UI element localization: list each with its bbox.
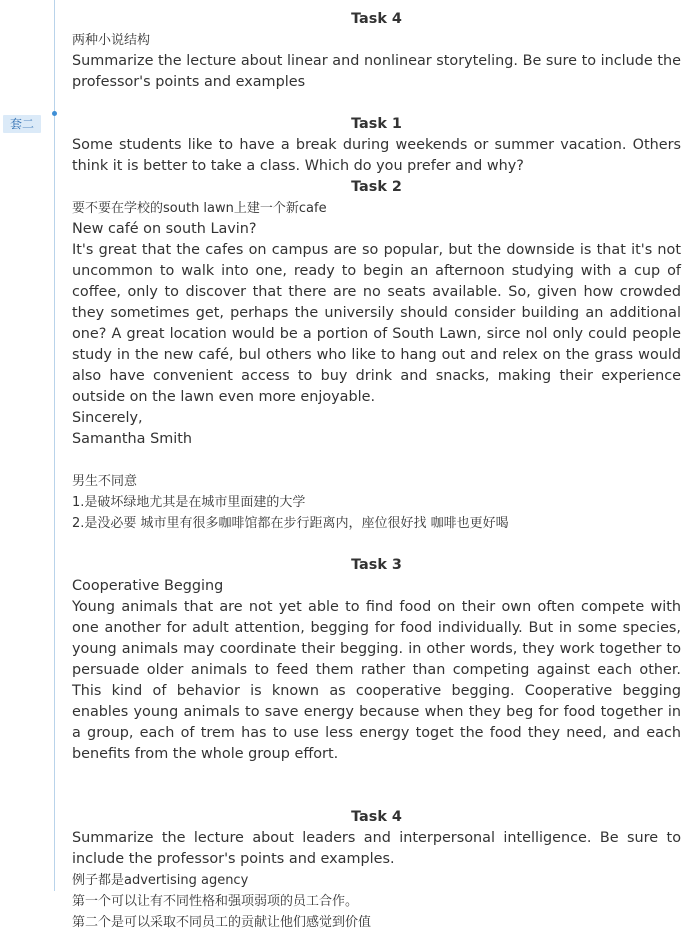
task3-subject: Cooperative Begging <box>72 578 224 594</box>
task1-title: Task 1 <box>351 116 402 132</box>
margin-rail <box>54 0 55 891</box>
task2-signature: Samantha Smith <box>72 431 192 447</box>
spacer <box>72 450 681 471</box>
task1-prompt: Some students like to have a break during weekends or summer vacation. Others think it is better to take a class. Which do you prefer and why? <box>72 137 681 174</box>
task3-passage: Young animals that are not yet able to find food on their own often compete with one another for adult attention, begging for food individually. But in some species, young animals may coordinate their begging. in other words, they work together to persuade older animals to feed them rather than competing against each other. This kind of behavior is known as cooperative begging. Cooperative begging enables young animals to save energy because when they beg for food together in a group, each of trem has to use less energy toget the food they need, and each benefits from the whole group effort. <box>72 599 681 762</box>
task3-title: Task 3 <box>351 557 402 573</box>
task4-top-title: Task 4 <box>351 11 402 27</box>
task4-bottom-note-1: 例子都是advertising agency <box>72 873 249 888</box>
document-body <box>72 9 681 933</box>
task2-closing: Sincerely, <box>72 410 143 426</box>
task4-bottom-note-2: 第一个可以让有不同性格和强项弱项的员工合作。 <box>72 894 359 909</box>
section-tag[interactable]: 套二 <box>3 115 41 133</box>
spacer <box>72 534 681 555</box>
task4-bottom-note-3: 第二个是可以采取不同员工的贡献让他们感觉到价值 <box>72 915 372 930</box>
task2-reason-1: 1.是破坏绿地尤其是在城市里面建的大学 <box>72 495 306 510</box>
spacer <box>72 765 681 786</box>
task2-opinion: 男生不同意 <box>72 474 138 489</box>
task2-letter: It's great that the cafes on campus are so popular, but the downside is that it's not uncommon to walk into one, ready to begin an afternoon studying with a cup of coffee, only to discover that there are no seats available. So, given how crowded they sometimes get, perhaps the universily should consider building an additional one? A great location would be a portion of South Lawn, sirce nol only could people study in the new café, bul others who like to hang out and relex on the grass would also have convenient access to buy drink and snacks, making their experience outside on the lawn even more enjoyable. <box>72 242 681 405</box>
rail-marker-dot <box>52 111 57 116</box>
task2-subject: New café on south Lavin? <box>72 221 257 237</box>
task4-bottom-title: Task 4 <box>351 809 402 825</box>
task4-top-note: 两种小说结构 <box>72 33 151 48</box>
task4-bottom-prompt: Summarize the lecture about leaders and interpersonal intelligence. Be sure to include the professor's points and examples. <box>72 830 681 867</box>
spacer <box>72 93 681 114</box>
task2-note: 要不要在学校的south lawn上建一个新cafe <box>72 201 327 216</box>
spacer <box>72 786 681 807</box>
task4-top-prompt: Summarize the lecture about linear and nonlinear storyteling. Be sure to include the professor's points and examples <box>72 53 681 90</box>
task2-title: Task 2 <box>351 179 402 195</box>
task2-reason-2: 2.是没必要 城市里有很多咖啡馆都在步行距离内，座位很好找 咖啡也更好喝 <box>72 516 509 531</box>
